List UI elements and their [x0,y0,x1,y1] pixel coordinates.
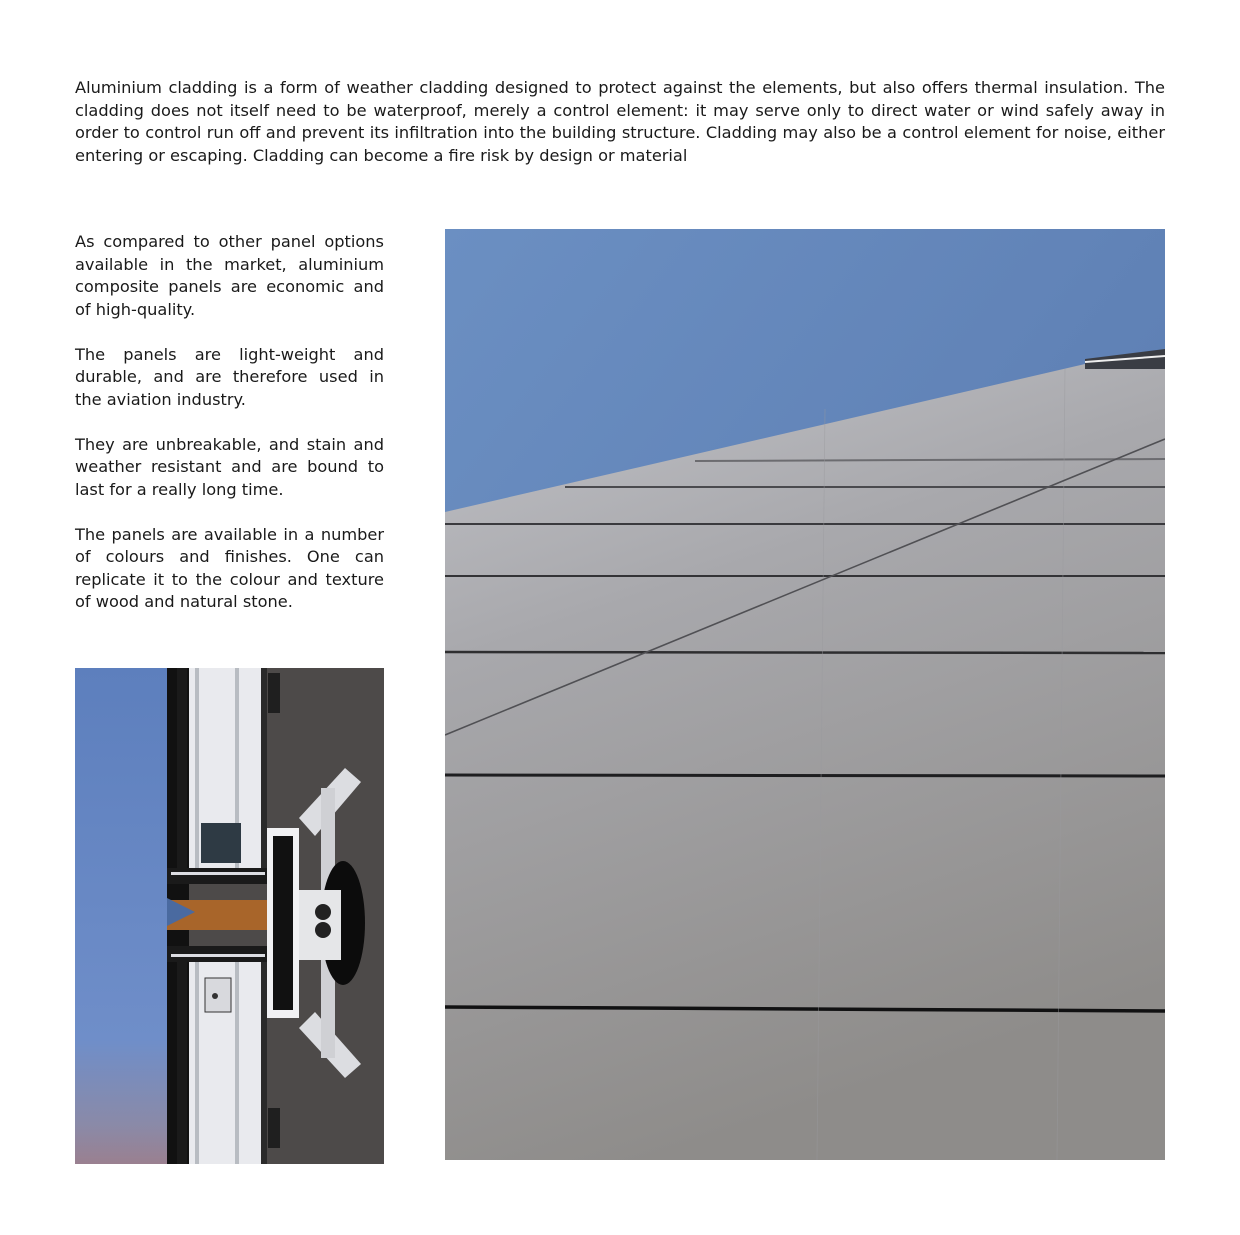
facade-photo-image [445,229,1165,1160]
side-paragraph-4: The panels are available in a number of colours and finishes. One can replicate it to the colour and texture of wood and natural stone. [75,524,384,611]
cladding-section-drawing [75,668,384,1164]
facade-photo [445,229,1165,1160]
cladding-detail-image [75,668,384,1164]
side-paragraph-2: The panels are light-weight and durable, and are therefore used in the aviation industry. [75,344,384,409]
side-paragraph-1: As compared to other panel options available in the market, aluminium composite panels are economic and of high-quality. [75,232,384,319]
side-text-column [75,231,384,636]
intro-paragraph: Aluminium cladding is a form of weather cladding designed to protect against the elements, but also offers thermal insulation. The cladding does not itself need to be waterproof, merely a control element: it may serve only to direct water or wind safely away in order to control run off and prevent its infiltration into the building structure. Cladding may also be a control element for noise, either entering or escaping. Cladding can become a fire risk by design or material [75,78,1165,165]
side-paragraph-3: They are unbreakable, and stain and weather resistant and are bound to last for a really long time. [75,434,384,499]
